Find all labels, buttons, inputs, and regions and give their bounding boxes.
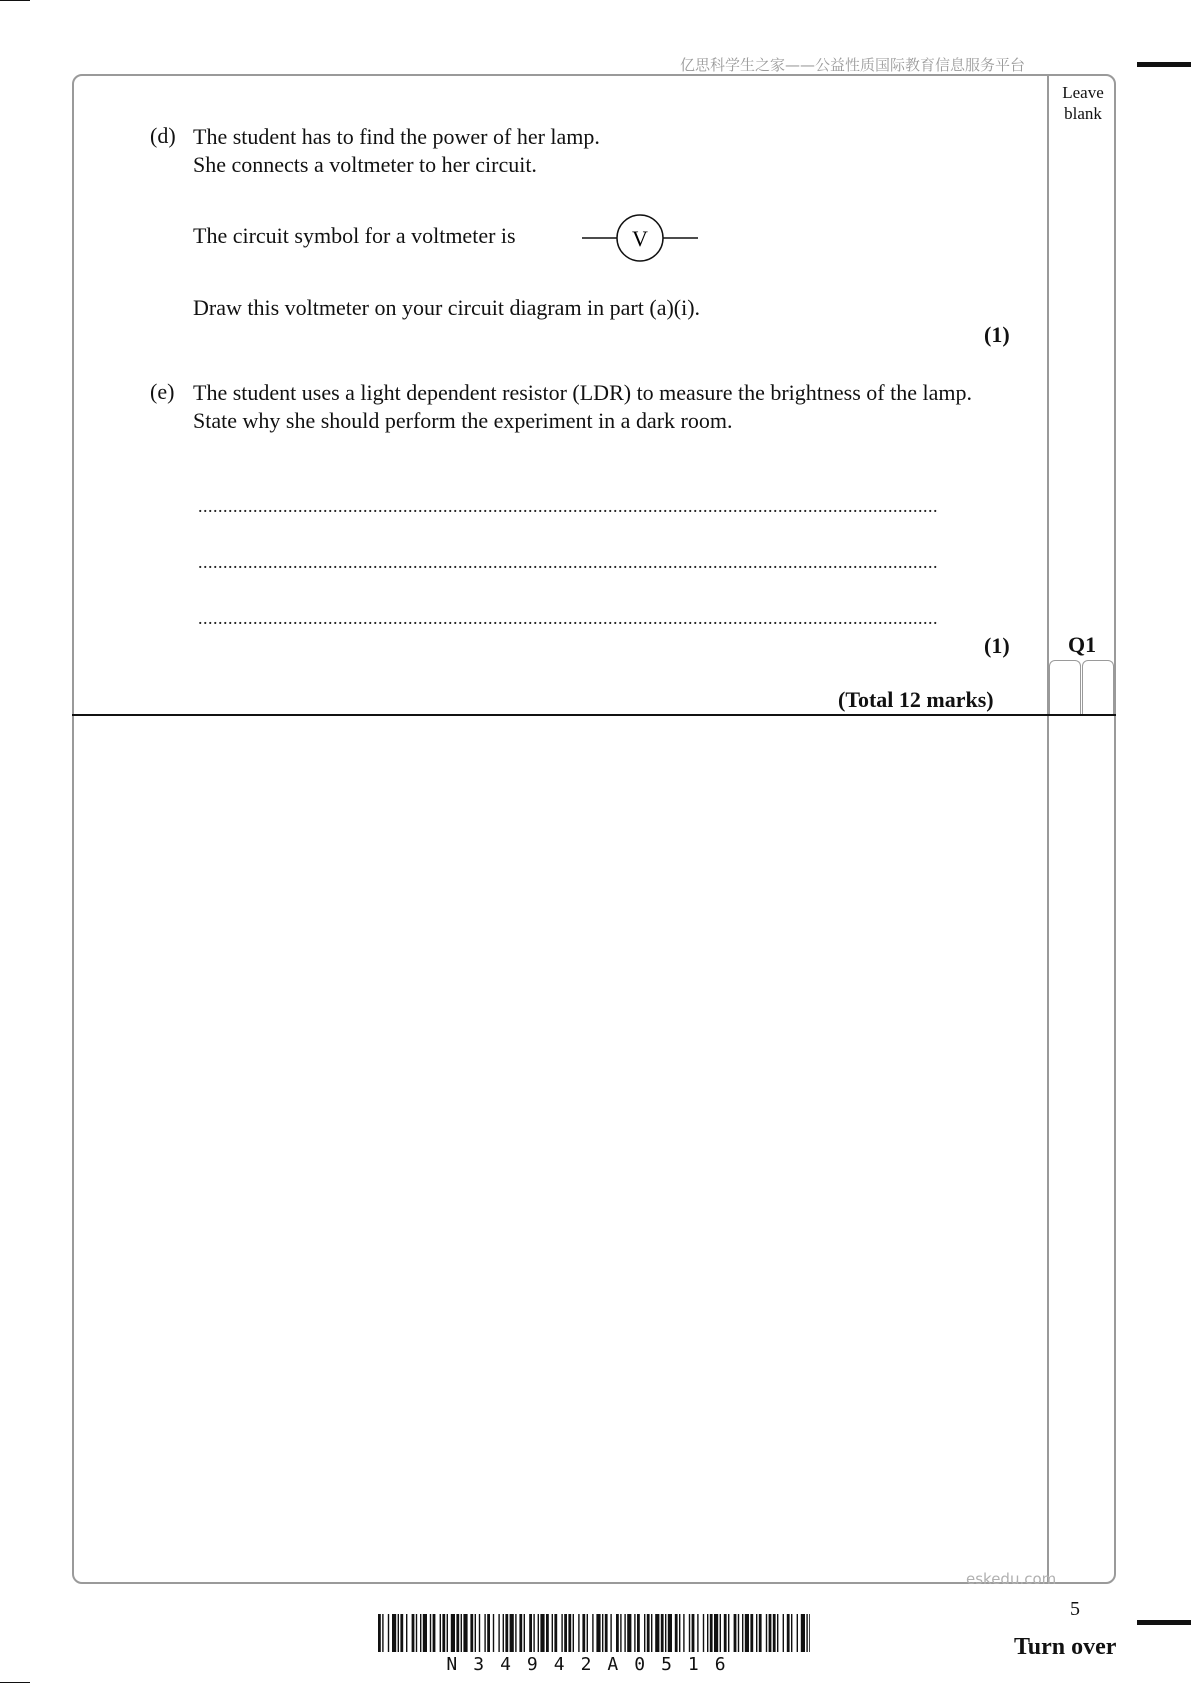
barcode-bar [627,1614,631,1652]
part-d-marks: (1) [984,322,1010,347]
barcode-bar [587,1614,588,1652]
barcode-bar [442,1614,445,1652]
part-e-question [193,379,1013,435]
barcode-bar [738,1614,739,1652]
barcode-bar [668,1614,672,1652]
barcode-bar [724,1614,727,1652]
part-d-label: (d) [150,123,176,148]
barcode-bar [703,1614,704,1652]
part-e-line1: The student uses a light dependent resistor (LDR) to measure the brightness of the lamp. [193,380,972,405]
barcode-bar [416,1614,417,1652]
barcode-bar [388,1614,389,1652]
barcode-bar [759,1614,762,1652]
barcode-bar [398,1614,399,1652]
barcode-bar [769,1614,772,1652]
barcode-bar [806,1614,807,1652]
barcode-bar [382,1614,383,1652]
part-e-marks: (1) [984,633,1010,658]
barcode-bar [493,1614,494,1652]
barcode-bar [420,1614,421,1652]
barcode-bar [647,1614,650,1652]
barcode-bar [447,1614,448,1652]
barcode-bar [552,1614,553,1652]
barcode-bar [561,1614,562,1652]
answer-line-1[interactable]: .................................................................................................................................................... [198,496,938,516]
barcode-bar [605,1614,608,1652]
barcode-bar [720,1614,721,1652]
barcode-bar [756,1614,757,1652]
barcode-bar [801,1614,805,1652]
voltmeter-symbol [582,213,698,263]
page-number: 5 [1070,1598,1080,1620]
barcode-bar [697,1614,698,1652]
question-label: Q1 [1068,632,1097,657]
question-end-rule [72,714,1116,716]
answer-line-3[interactable]: .................................................................................................................................................... [198,608,938,628]
barcode-bar [777,1614,778,1652]
barcode-bar [554,1614,557,1652]
answer-line-2[interactable]: .................................................................................................................................................... [198,552,938,572]
barcode-bar [742,1614,743,1652]
barcode-bar [433,1614,436,1652]
barcode-bar [498,1614,499,1652]
barcode-bar [529,1614,532,1652]
barcode-bar [568,1614,571,1652]
barcode-bar [610,1614,611,1652]
barcode-bar [675,1614,678,1652]
barcode [378,1614,810,1652]
part-d-line1: The student has to find the power of her lamp. [193,124,600,149]
barcode-bar [510,1614,514,1652]
examiner-mark-box-left [1049,660,1081,714]
crop-mark-top-left [0,0,30,1]
barcode-bar [809,1614,810,1652]
barcode-bar [519,1614,522,1652]
barcode-bar [475,1614,476,1652]
barcode-bar [710,1614,713,1652]
barcode-bar [463,1614,467,1652]
barcode-bar [392,1614,396,1652]
part-d-line2: She connects a voltmeter to her circuit. [193,152,537,177]
examiner-mark-box-right [1082,660,1114,714]
barcode-bar [596,1614,600,1652]
barcode-bar [479,1614,480,1652]
barcode-bar [456,1614,459,1652]
barcode-bar [679,1614,680,1652]
barcode-bar [573,1614,574,1652]
leave-blank-line2: blank [1064,104,1102,123]
part-d-question [193,123,1013,179]
barcode-bar [637,1614,640,1652]
barcode-bar [524,1614,525,1652]
voltmeter-symbol-letter: V [632,226,648,251]
part-e-line2: State why she should perform the experiment in a dark room. [193,408,733,433]
barcode-bar [602,1614,603,1652]
barcode-bar [683,1614,684,1652]
part-e-label: (e) [150,379,175,404]
barcode-bar [624,1614,625,1652]
barcode-bar [515,1614,516,1652]
barcode-bar [783,1614,784,1652]
barcode-bar [503,1614,504,1652]
crop-mark-bottom-right [1137,1620,1191,1625]
barcode-bar [578,1614,579,1652]
header-watermark: 亿思科学生之家——公益性质国际教育信息服务平台 [680,56,1026,74]
leave-blank-label [1052,82,1114,124]
barcode-bar [406,1614,407,1652]
barcode-bar [487,1614,490,1652]
barcode-bar [714,1614,718,1652]
barcode-bar [616,1614,619,1652]
voltmeter-symbol-text: The circuit symbol for a voltmeter is [193,223,516,248]
barcode-bar [470,1614,473,1652]
leave-blank-line1: Leave [1062,83,1104,102]
barcode-bar [689,1614,690,1652]
barcode-bar [430,1614,431,1652]
barcode-bar [773,1614,776,1652]
barcode-bar [787,1614,790,1652]
barcode-bar [533,1614,534,1652]
crop-mark-top-right [1137,62,1191,67]
barcode-bar [592,1614,593,1652]
barcode-bar [564,1614,567,1652]
barcode-bar [400,1614,403,1652]
barcode-bar [412,1614,415,1652]
turn-over-label: Turn over [1014,1634,1117,1660]
barcode-bar [484,1614,485,1652]
part-d-instruction: Draw this voltmeter on your circuit diagram in part (a)(i). [193,295,701,320]
barcode-bar [745,1614,749,1652]
barcode-bar [750,1614,753,1652]
barcode-bar [655,1614,659,1652]
barcode-bar [651,1614,652,1652]
barcode-bar [620,1614,621,1652]
barcode-bar [766,1614,767,1652]
barcode-bar [692,1614,695,1652]
barcode-bar [423,1614,427,1652]
barcode-bar [540,1614,544,1652]
barcode-bar [797,1614,798,1652]
barcode-bar [538,1614,539,1652]
barcode-bar [707,1614,708,1652]
barcode-bar [665,1614,666,1652]
barcode-bar [505,1614,508,1652]
crop-mark-bottom-left [0,1682,30,1683]
barcode-bar [546,1614,549,1652]
barcode-bar [440,1614,441,1652]
barcode-bar [661,1614,664,1652]
barcode-bar [734,1614,737,1652]
barcode-bar [582,1614,585,1652]
total-marks: (Total 12 marks) [838,687,994,712]
barcode-bar [728,1614,729,1652]
barcode-bar [791,1614,792,1652]
footer-watermark: eskedu.com [966,1570,1057,1588]
barcode-bar [634,1614,635,1652]
barcode-bar [451,1614,455,1652]
barcode-bar [461,1614,462,1652]
barcode-bar [644,1614,645,1652]
barcode-text: N34942A0516 [446,1654,742,1675]
barcode-bar [378,1614,381,1652]
margin-divider [1047,74,1049,1584]
